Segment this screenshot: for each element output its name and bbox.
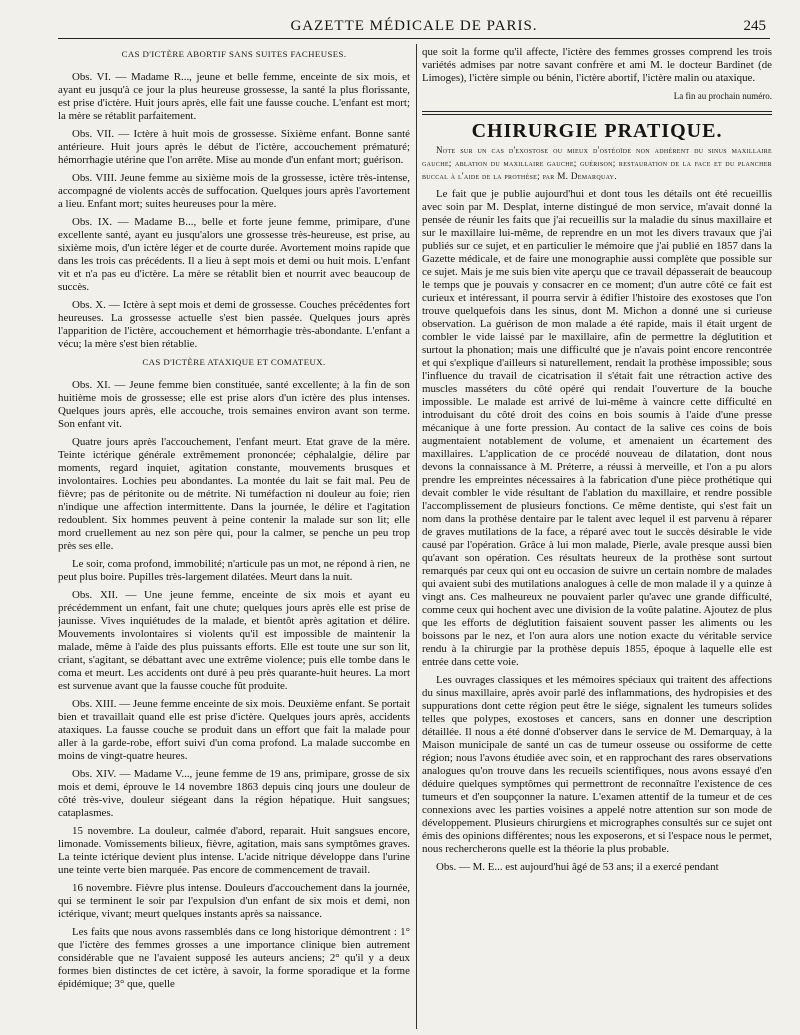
observation-paragraph: 16 novembre. Fièvre plus intense. Douleurs d'accouchement dans la journée, qui se terminent le soir par l'expulsion d'un enfant de six mois et demi, non ictérique, vivant; meurt quelques instants après sa naissance. <box>58 882 410 920</box>
left-column <box>58 46 410 1029</box>
article-title: Note sur un cas d'exostose ou mieux d'ostéoïde non adhérent du sinus maxillaire gauche; ablation du maxillaire gauche; guérison; restauration de la face et du plancher buccal à l'aide de la prothèse; par M. Demarquay. <box>422 145 772 181</box>
observation-paragraph: Obs. XI. — Jeune femme bien constituée, santé excellente; à la fin de son huitième mois de grossesse; elle est prise alors d'un ictère des plus intenses. Quelques jours après, elle accouche, trois semaines environ avant son terme. Son enfant vit. <box>58 379 410 430</box>
page-number: 245 <box>743 17 766 34</box>
subheading-abortive-cases: CAS D'ICTÈRE ABORTIF SANS SUITES FACHEUSES. <box>121 49 347 59</box>
to-be-continued-note: La fin au prochain numéro. <box>673 91 772 101</box>
observation-paragraph: Obs. XIII. — Jeune femme enceinte de six mois. Deuxième enfant. Se portait bien et travaillait quand elle est prise d'ictère. Quelques jours après, accidents ataxiques. La fausse couche se produit dans un effort que fait la malade pour aller à la garde-robe, effort suivi d'un coma profond. La malade succombe en moins de vingt-quatre heures. <box>58 698 410 762</box>
observation-paragraph: Obs. XII. — Une jeune femme, enceinte de six mois et ayant eu précédemment un enfant, fait une chute; quelques jours après elle est prise de jaunisse. Vives inquiétudes de la malade, et bientôt après agitation et délire. Mouvements involontaires si violents qu'il est impossible de maintenir la malade, même à l'aide des plus puissants efforts. Elle est toute une sur son lit, criant, s'agitant, se débattant avec une extrême violence; puis elle tombe dans le coma et meurt. Les accidents ont duré à peu près quarante-huit heures. La mort est survenue avant que la fausse couche fût produite. <box>58 589 410 692</box>
journal-title: GAZETTE MÉDICALE DE PARIS. <box>290 17 538 34</box>
subheading-ataxic-cases: CAS D'ICTÈRE ATAXIQUE ET COMATEUX. <box>142 357 326 367</box>
observation-paragraph: Le soir, coma profond, immobilité; n'articule pas un mot, ne répond à rien, ne peut plus boire. Pupilles très-largement dilatées. Meurt dans la nuit. <box>58 558 410 583</box>
page-header <box>58 14 770 39</box>
observation-paragraph: Quatre jours après l'accouchement, l'enfant meurt. Etat grave de la mère. Teinte ictérique générale extrêmement prononcée; céphalalgie, délire par moments, regard inquiet, agitation constante, mouvements brusques et involontaires. Lochies peu abondantes. La montée du lait se fait mal. Peu de fièvre; pas de péritonite ou de métrite. Ni tuméfaction ni douleur au foie; rien n'indique une affection intermittente. Dans la journée, le délire et l'agitation redoublent. Six hommes peuvent à peine contenir la malade sur son lit; elle mord cruellement au nez son père qui, pour la calmer, se penche un peu trop près ses elle. <box>58 436 410 552</box>
conclusion-paragraph: Les faits que nous avons rassemblés dans ce long historique démontrent : 1° que l'ictère des femmes grosses a une importance clinique bien autrement considérable que ne l'avaient supposé les auteurs anciens; 2° qu'il y a deux formes bien distinctes de cet ictère, à savoir, la forme sporadique et la forme épidémique; 3° que, quelle <box>58 926 410 990</box>
article-paragraph: Les ouvrages classiques et les mémoires spéciaux qui traitent des affections du sinus maxillaire, après avoir parlé des inflammations, des hydropisies et des suppurations dont cette région peut être le siége, signalent les tumeurs solides telles que polypes, exostoses et cancers, sans en donner une description détaillée. Il nous a été donné d'observer dans le service de M. Demarquay, à la Maison municipale de santé un cas de tumeur osseuse ou ossiforme de cette région; nous l'avons étudiée avec soin, et en rapprochant des rares observations analogues qu'on trouve dans les recueils scientifiques, nous avons essayé d'en déduire quelques symptômes qui permettront de reconnaître l'existence de ces tumeurs et d'en soupçonner la nature. L'examen attentif de la tumeur et de ces connexions avec les parties voisines a appelé notre attention sur son mode de développement. Plusieurs chirurgiens et micrographes consultés sur ce sujet ont émis des opinions différentes; nous les exposerons, et si l'espace nous le permet, nous rechercherons quelle est la théorie la plus probable. <box>422 674 772 855</box>
observation-paragraph: Obs. VI. — Madame R..., jeune et belle femme, enceinte de six mois, et ayant eu jusqu'à ce jour la plus heureuse grossesse, la santé la plus florissante, est prise d'ictère. Huit jours après, elle fait une fausse couche. L'enfant est mort; la mère se rétablit parfaitement. <box>58 71 410 122</box>
column-divider <box>416 44 417 1029</box>
section-title: CHIRURGIE PRATIQUE. <box>471 120 723 142</box>
continuation-paragraph: que soit la forme qu'il affecte, l'ictère des femmes grosses comprend les trois variétés admises par notre savant confrère et ami M. le docteur Bardinet (de Limoges), l'ictère simple ou bénin, l'ictère abortif, l'ictère malin ou ataxique. <box>422 46 772 84</box>
article-paragraph: Obs. — M. E... est aujourd'hui âgé de 53 ans; il a exercé pendant <box>436 861 719 873</box>
observation-paragraph: Obs. XIV. — Madame V..., jeune femme de 19 ans, primipare, grosse de six mois et demi, éprouve le 14 novembre 1863 depuis cinq jours une douleur de côté très-vive, douleur siégeant dans la région hépatique. Huit sangsues; cataplasmes. <box>58 768 410 819</box>
section-rule <box>422 111 772 115</box>
observation-paragraph: Obs. VIII. Jeune femme au sixième mois de la grossesse, ictère très-intense, accompagné de violents accès de suffocation. Quelques jours après l'avortement a lieu. Enfant mort; suites heureuses pour la mère. <box>58 172 410 210</box>
observation-paragraph: Obs. IX. — Madame B..., belle et forte jeune femme, primipare, d'une excellente santé, ayant eu jusqu'alors une grossesse très-heureuse, est prise, au sixième mois, d'un ictère léger et de courte durée. Avortement moins rapide que dans les trois cas précédents. Il a lieu à sept mois et demi ou huit mois. L'enfant vit et n'a pas eu d'ictère. La mère se rétablit bien et nourrit avec beaucoup de succès. <box>58 216 410 293</box>
right-column <box>422 46 772 1029</box>
observation-paragraph: Obs. VII. — Ictère à huit mois de grossesse. Sixième enfant. Bonne santé antérieure. Huit jours après le début de l'ictère, accouchement prématuré; hémorrhagie utérine que l'on arrête. Mise au monde d'un enfant mort; guérison. <box>58 128 410 166</box>
article-paragraph: Le fait que je publie aujourd'hui et dont tous les détails ont été recueillis avec soin par M. Desplat, interne distingué de mon service, m'avait donné la pensée de réunir les faits que j'ai recueillis sur la maladie du sinus maxillaire et sur le maxillaire lui-même, de reprendre en un mot les divers travaux que j'ai publiés sur ce sujet, et en particulier le mémoire que j'ai publié en 1857 dans la Gazette médicale, et de faire une monographie aussi complète que possible sur ce sujet. Mais je me suis bien vite aperçu que ce travail dépasserait de beaucoup le temps que je pouvais y consacrer en ce moment; d'un autre côté ce fait est curieux et intéressant, il pourra servir à édifier l'histoire des exostoses que l'on trouve quelquefois dans les sinus, dont M. Michon a donné une si curieuse observation. La guérison de mon malade a été rapide, mais il était urgent de combler le vide laissé par le maxillaire, afin de permettre la déglutition et surtout la phonation; mais une difficulté que je n'avais point encore rencontrée et qui s'explique d'ailleurs si naturellement, rendait la prothèse impossible; sous l'influence du travail de cicatrisation il s'était fait une rétraction active des muscles masséters du côté opéré qui rendait l'ouverture de la bouche impossible. Le malade est arrivé de lui-même à vaincre cette difficulté en introduisant du côté droit des coins en bois soumis à l'aide d'une presse mécanique à une forte pression. Au contact de la salive ces coins de bois augmentaient notablement de volume, et amenaient un écartement des maxillaires. L'application de ce procédé nouveau de dilatation, dont nous devons la connaissance à M. Préterre, a réussi à merveille, et l'on a pu alors prendre les empreintes nécessaires à la fabrication d'une pièce prothétique qui devait combler le vide résultant de l'ablation du maxillaire, et rendre possible l'accomplissement de plusieurs fonctions. Ce même dentiste, qui s'est fait un nom dans la prothèse dentaire par le talent avec lequel il est parvenu à réparer de graves mutilations de la face, a réparé avec tout le succès désirable le vide causé par l'opération. Grâce à lui mon malade, Pierle, avale presque aussi bien qu'avant son opération. Ces résultats heureux de la prothèse sont surtout remarqués par ceux qui ont eu occasion de suivre un certain nombre de malades qui avaient subi des mutilations analogues à celle de mon malade il y a quinze à vingt ans. Ces malheureux ne pouvaient parler qu'avec une grande difficulté, comme ceux qui hochent avec une division de la voûte palatine. Ajoutez de plus que les efforts de déglutition faisaient souvent passer les aliments ou les boissons par le nez, et l'on aura alors une notion exacte du véritable service rendu à la chirurgie par la prothèse depuis 1855, époque à laquelle elle est entrée dans cette voie. <box>422 188 772 668</box>
observation-paragraph: 15 novembre. La douleur, calmée d'abord, reparait. Huit sangsues encore, limonade. Vomissements bilieux, fièvre, agitation, mais sans symptômes graves. La teinte ictérique devient plus intense. L'acide nitrique développe dans l'urine une teinte verte bien marquée. Pas encore de commencement de travail. <box>58 825 410 876</box>
observation-paragraph: Obs. X. — Ictère à sept mois et demi de grossesse. Couches précédentes fort heureuses. La grossesse actuelle s'est bien passée. Quelques jours après l'apparition de l'ictère, accouchement et hémorrhagie très-abondante. L'enfant a vécu; la mère s'est bien rétablie. <box>58 299 410 350</box>
